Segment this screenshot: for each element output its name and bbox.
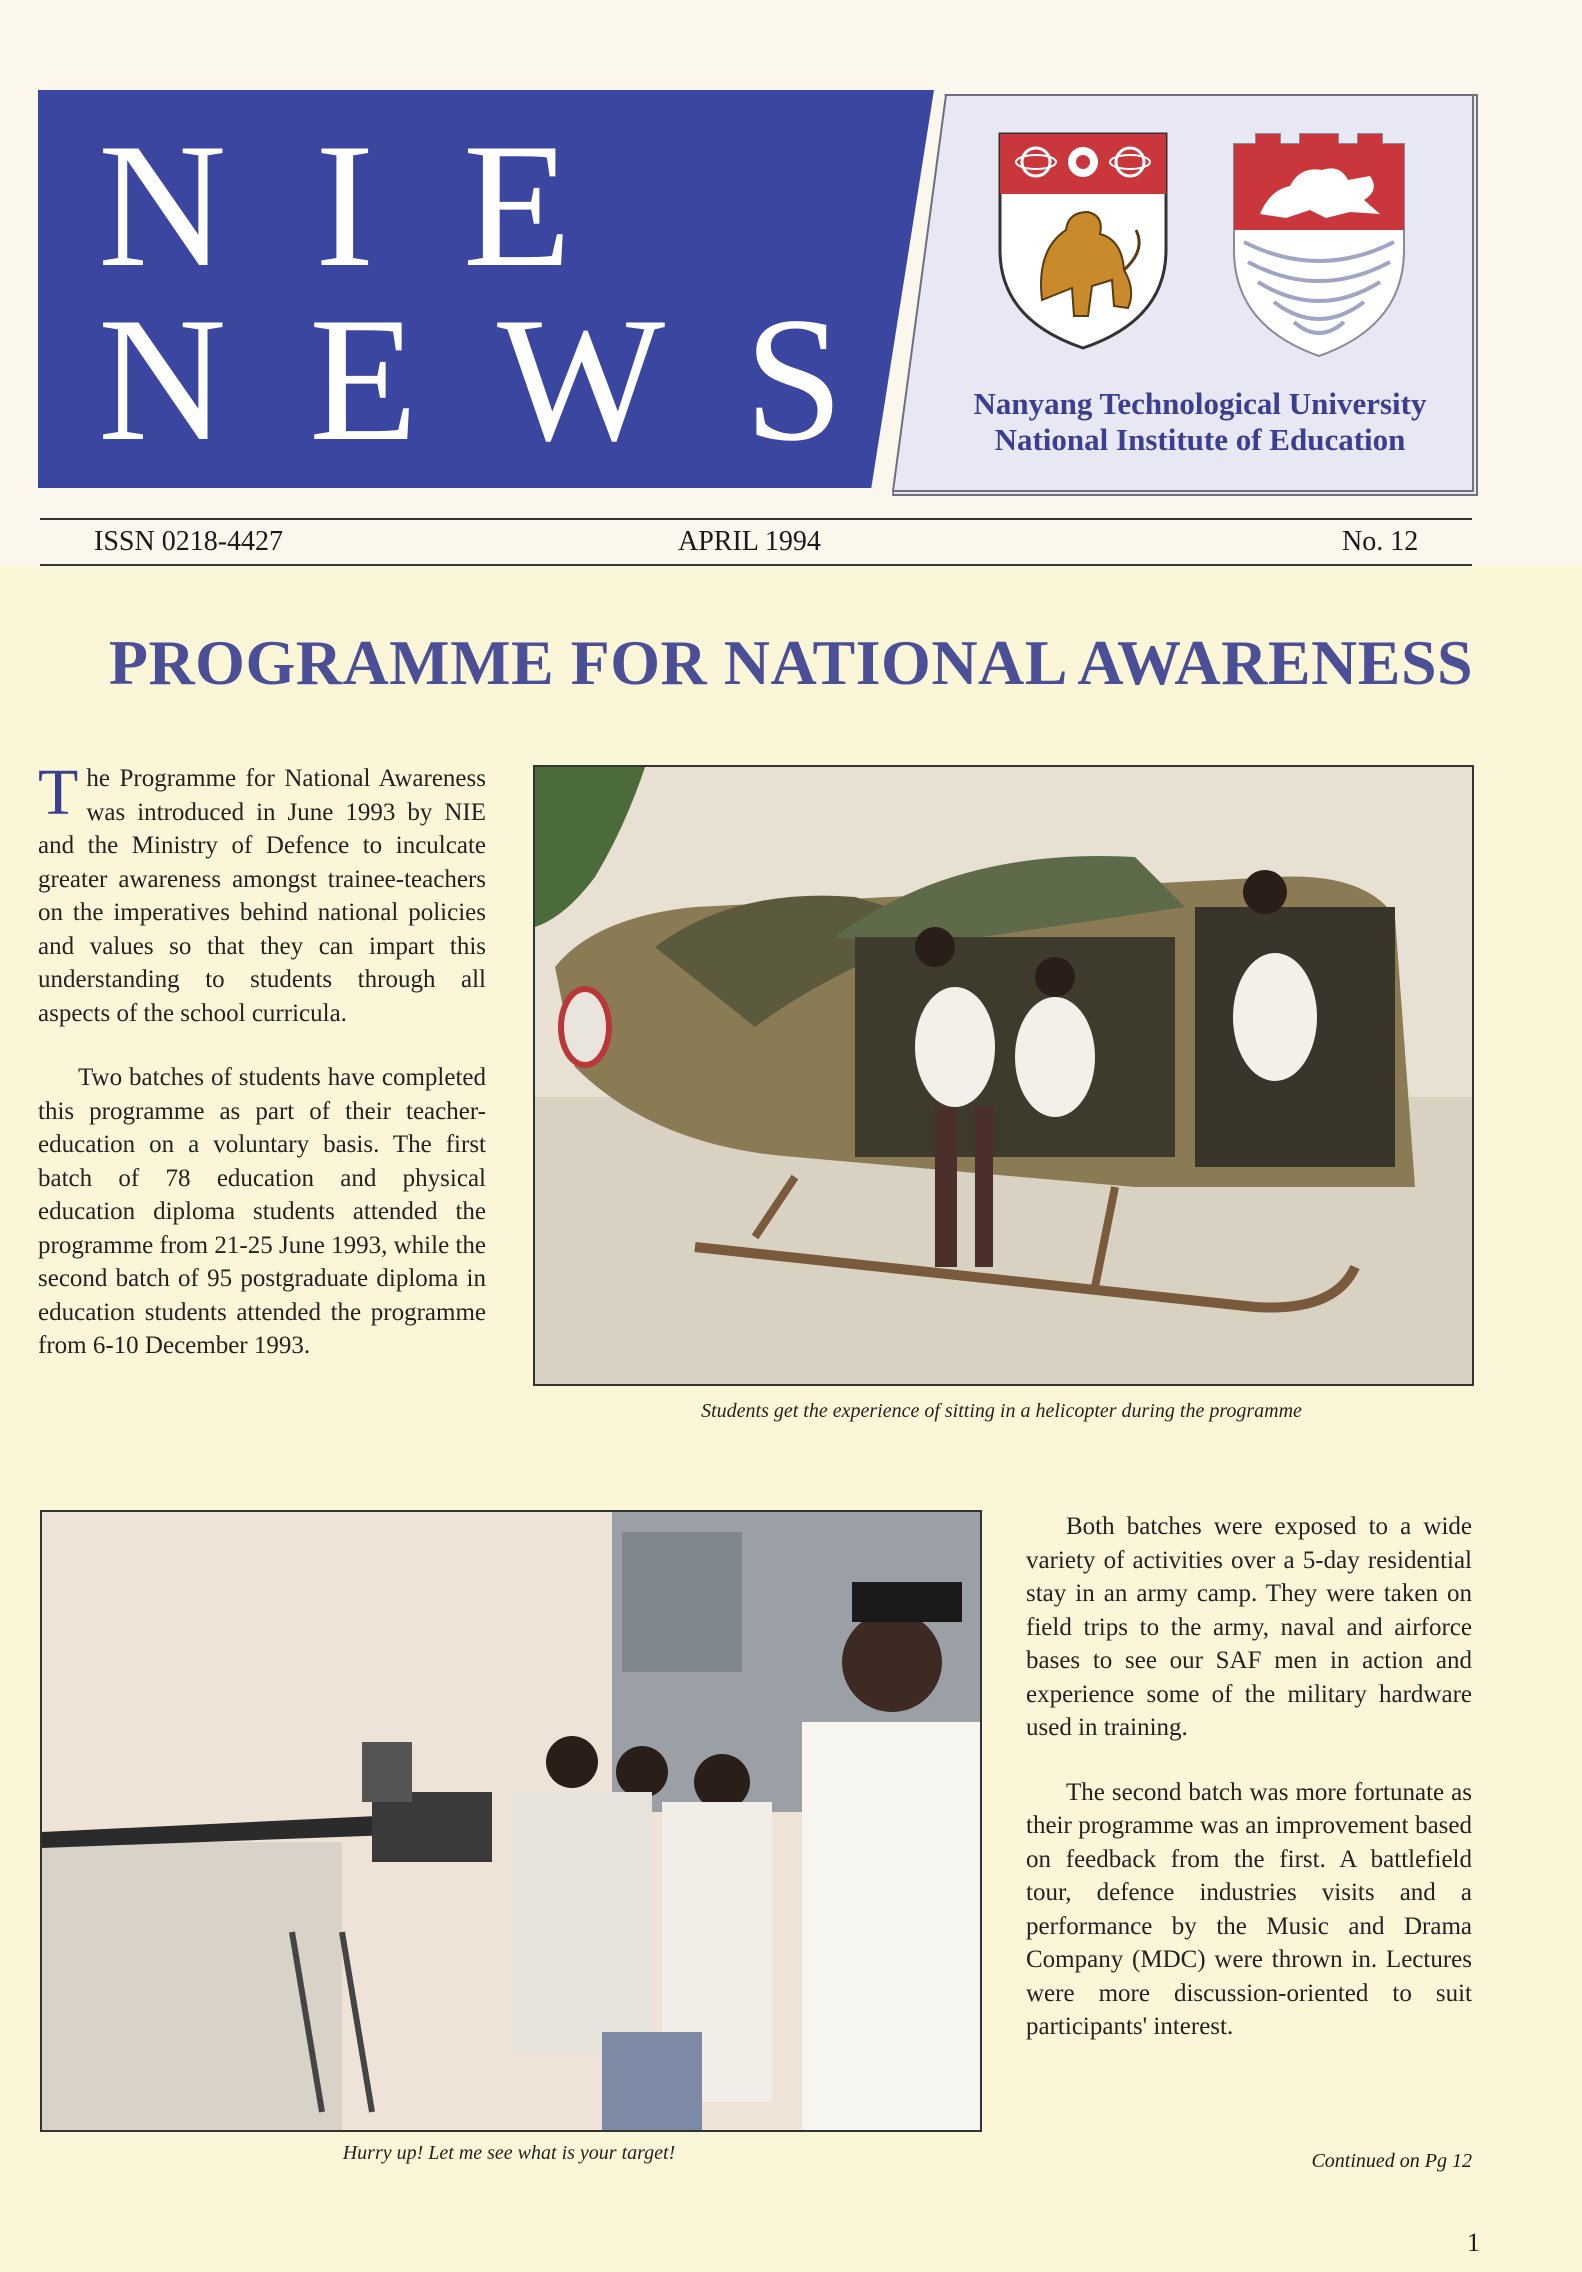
ship-gun-photo bbox=[40, 1510, 982, 2132]
rule-top bbox=[40, 518, 1472, 520]
article-column-right bbox=[1026, 1510, 1472, 2075]
ship-gun-photo-caption: Hurry up! Let me see what is your target! bbox=[342, 2142, 676, 2164]
continued-note: Continued on Pg 12 bbox=[1311, 2150, 1472, 2172]
article-headline: PROGRAMME FOR NATIONAL AWARENESS bbox=[108, 627, 1474, 698]
drop-cap: T bbox=[38, 756, 79, 829]
institution-line2: National Institute of Education bbox=[994, 422, 1406, 457]
article-paragraph-3: Both batches were exposed to a wide variety of activities over a 5-day residential stay in an army camp. They were taken on field trips to the army, naval and airforce bases to see our SAF men in action and experience some of the military hardware used in training. bbox=[1026, 1513, 1472, 1741]
article-paragraph-4: The second batch was more fortunate as their programme was an improvement based on feedback from the first. A battlefield tour, defence industries visits and a performance by the Music and Drama Company (MDC) were thrown in. Lectures were more discussion-oriented to suit participants' interest. bbox=[1026, 1778, 1472, 2040]
masthead-title-line2: N E W S bbox=[98, 280, 844, 478]
helicopter-photo bbox=[533, 765, 1474, 1386]
institution-line1: Nanyang Technological University bbox=[973, 386, 1427, 421]
page-number: 1 bbox=[1467, 2228, 1480, 2257]
ntu-crest-icon bbox=[996, 130, 1170, 352]
issue-info-bar bbox=[40, 524, 1472, 564]
paragraph-1-text: he Programme for National Awareness was introduced in June 1993 by NIE and the Ministry of Defence to inculcate greater awareness amongst trainee-teachers on the imperatives behind national policies and values so that they can impart this understanding to students through all aspects of the school curricula. bbox=[38, 765, 486, 1027]
institution-name bbox=[940, 386, 1460, 458]
article-column-left bbox=[38, 756, 486, 1394]
article-paragraph-2: Two batches of students have completed this programme as part of their teacher-education on a voluntary basis. The first batch of 78 education and physical education diploma students attended the programme from 21-25 June 1993, while the second batch of 95 postgraduate diploma in education students attended the programme from 6-10 December 1993. bbox=[38, 1064, 486, 1359]
masthead-title-line1: N I E bbox=[98, 106, 572, 304]
helicopter-photo-caption: Students get the experience of sitting in a helicopter during the programme bbox=[701, 1400, 1302, 1422]
nie-crest-icon bbox=[1230, 130, 1408, 360]
issue-number: No. 12 bbox=[1342, 526, 1419, 557]
article-paragraph-1 bbox=[38, 756, 486, 1030]
issue-date: APRIL 1994 bbox=[678, 526, 821, 557]
rule-bottom bbox=[40, 564, 1472, 566]
issn: ISSN 0218-4427 bbox=[94, 526, 284, 557]
